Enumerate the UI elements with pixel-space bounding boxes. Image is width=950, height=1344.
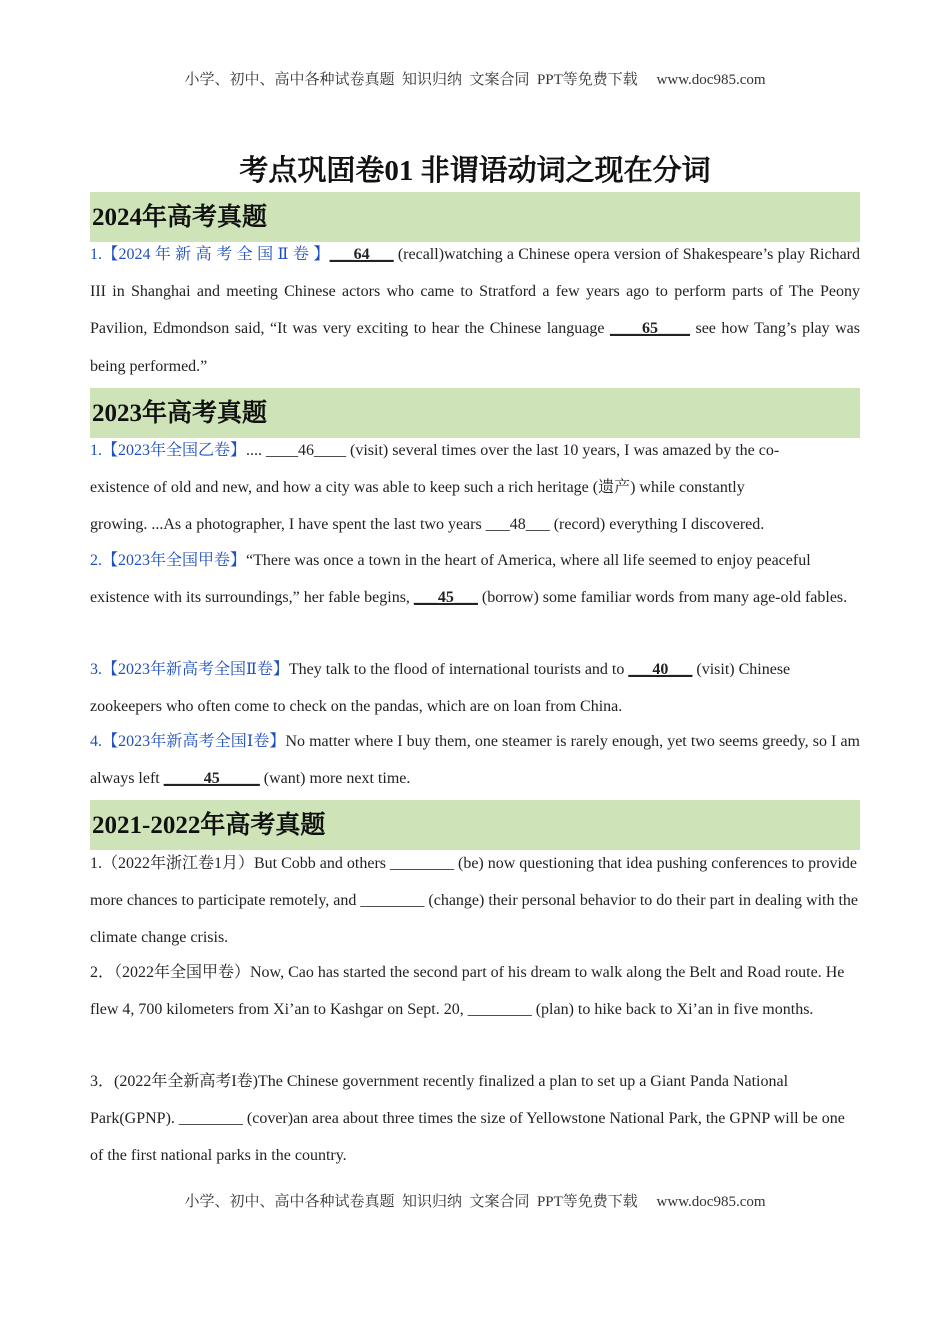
question-text: .... ____46____ (visit) several times over the last 10 years, I was amazed by the co- <box>246 442 780 459</box>
question-2022-2: 2．（2022年全国甲卷）Now, Cao has started the second part of his dream to walk along the Belt and Road route. He flew 4, 700 kilometers from Xi’an to Kashgar on Sept. 20, ________ (plan) to hike back to Xi’an in five months. <box>90 964 845 1019</box>
question-source: 【2023年新高考全国Ⅰ卷】 <box>102 733 286 750</box>
question-2022-1: 1.（2022年浙江卷1月）But Cobb and others ________ (be) now questioning that idea pushing conferences to provide more chances to participate remotely, and ________ (change) their personal behavior to do their part in dealing with the climate change crisis. <box>90 855 859 947</box>
question-number: 1. <box>90 246 102 263</box>
question-text: No matter where I buy them, one steamer is rarely enough, yet two seems greedy, so I am always left <box>90 733 861 788</box>
question-number: 1. <box>90 442 102 459</box>
answer-blank: ___45___ <box>413 589 478 607</box>
question-text: They talk to the flood of international tourists and to <box>288 661 629 678</box>
question-text: (visit) Chinese zookeepers who often come to check on the pandas, which are on loan from China. <box>90 661 791 716</box>
question-2022-3: 3．(2022年全新高考I卷)The Chinese government recently finalized a plan to set up a Giant Panda National Park(GPNP). ________ (cover)an area about three times the size of Yellowstone National Park, the GPNP will be one of the first national parks in the country. <box>90 1073 845 1165</box>
question-source: 【2024 年 新 高 考 全 国 Ⅱ 卷 】 <box>102 246 330 263</box>
question-line: existence of old and new, and how a city was able to keep such a rich heritage (遗产) while constantly <box>90 479 745 497</box>
question-text: see how Tang’s play was being performed.” <box>90 320 860 375</box>
question-2023-3 <box>90 651 860 725</box>
question-text: “There was once a town in the heart of America, where all life seemed to enjoy peaceful existence with its surroundings,” her fable begins, <box>90 552 811 607</box>
question-2023-1 <box>90 432 860 544</box>
question-number: 3. <box>90 661 102 678</box>
page-footer: 小学、初中、高中各种试卷真题 知识归纳 文案合同 PPT等免费下载 www.doc985.com <box>184 1194 766 1210</box>
question-source: 【2023年新高考全国Ⅱ卷】 <box>102 661 289 678</box>
question-text: (borrow) some familiar words from many age-old fables. <box>477 589 848 607</box>
answer-blank: ____65____ <box>609 320 690 338</box>
question-text: (recall)watching a Chinese opera version of Shakespeare’s play Richard III in Shanghai and meeting Chinese actors who came to Stratford a few years ago to perform parts of The Peony Pavilion, Edmondson said, “It was very exciting to hear the Chinese language <box>90 246 860 338</box>
section-heading-2021-2022: 2021-2022年高考真题 <box>90 800 860 850</box>
question-2023-2 <box>90 542 860 616</box>
answer-blank: ___64___ <box>329 246 394 263</box>
question-number: 4. <box>90 733 102 750</box>
answer-blank: ___40___ <box>628 661 693 678</box>
section-heading-2023: 2023年高考真题 <box>90 388 860 438</box>
answer-blank: _____45_____ <box>163 770 260 788</box>
question-number: 2. <box>90 552 102 569</box>
question-line: growing. ...As a photographer, I have spent the last two years ___48___ (record) everything I discovered. <box>90 516 765 534</box>
question-source: 【2023年全国甲卷】 <box>102 552 247 569</box>
question-2024-1 <box>90 236 860 385</box>
page-title: 考点巩固卷01 非谓语动词之现在分词 <box>239 155 711 187</box>
question-2023-4 <box>90 723 860 797</box>
question-source: 【2023年全国乙卷】 <box>102 442 247 459</box>
page-header: 小学、初中、高中各种试卷真题 知识归纳 文案合同 PPT等免费下载 www.doc985.com <box>184 72 766 88</box>
section-heading-2024: 2024年高考真题 <box>90 192 860 242</box>
question-text: (want) more next time. <box>259 770 411 788</box>
question-line <box>90 432 860 469</box>
